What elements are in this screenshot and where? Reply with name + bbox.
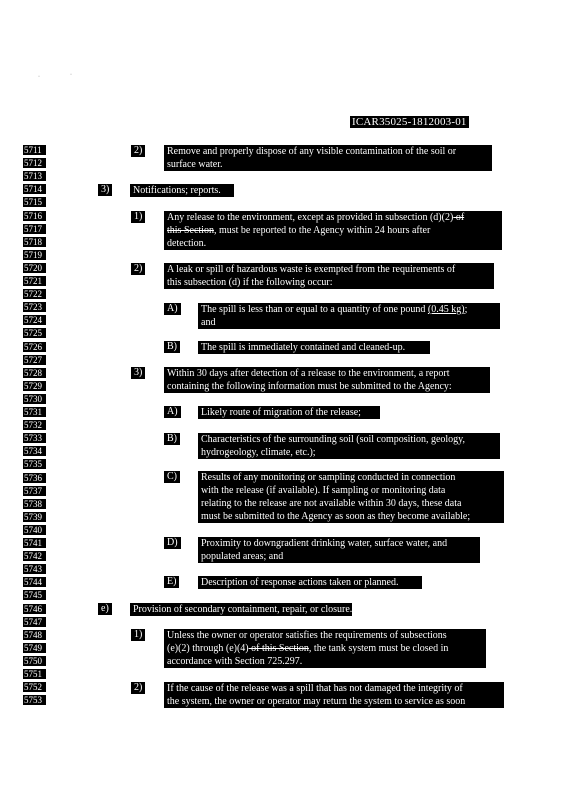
line-number: 5725 — [23, 328, 46, 338]
scan-speck: · — [70, 72, 72, 78]
text-run: ; — [464, 304, 468, 315]
text-line: detection. — [167, 238, 207, 249]
line-number: 5739 — [23, 512, 46, 522]
struck-text: of this Section — [248, 643, 309, 654]
document-header: ICAR35025-1812003-01 — [352, 116, 467, 128]
line-number: 5753 — [23, 695, 46, 705]
line-number: 5714 — [23, 184, 46, 194]
paragraph — [164, 629, 486, 668]
line-number: 5740 — [23, 525, 46, 535]
line-number: 5724 — [23, 315, 46, 325]
text-line: surface water. — [167, 159, 223, 170]
line-number: 5732 — [23, 420, 46, 430]
line-number: 5751 — [23, 669, 46, 679]
text-line: must be submitted to the Agency as soon as they become available; — [201, 511, 471, 522]
line-number: 5717 — [23, 224, 46, 234]
line-number: 5750 — [23, 656, 46, 666]
line-number: 5726 — [23, 342, 46, 352]
line-number: 5716 — [23, 211, 46, 221]
paragraph — [198, 303, 500, 329]
paragraph — [198, 576, 422, 589]
text-line — [167, 211, 499, 224]
text-line: Provision of secondary containment, repair, or closure. — [133, 604, 353, 615]
line-number: 5742 — [23, 551, 46, 561]
text-line: hydrogeology, climate, etc.); — [201, 447, 316, 458]
text-line: A leak or spill of hazardous waste is exempted from the requirements of — [167, 264, 456, 275]
line-number: 5736 — [23, 473, 46, 483]
subsection-heading — [130, 184, 234, 197]
line-number: 5744 — [23, 577, 46, 587]
subsection-heading — [130, 603, 352, 616]
text-line: accordance with Section 725.297. — [167, 656, 303, 667]
paragraph — [198, 537, 480, 563]
text-line: Notifications; reports. — [133, 185, 221, 196]
text-run: Any release to the environment, except as provided in subsection (d)(2) — [167, 212, 454, 223]
line-number: 5723 — [23, 302, 46, 312]
line-number: 5748 — [23, 630, 46, 640]
line-number: 5749 — [23, 643, 46, 653]
underlined-text: (0.45 kg) — [427, 304, 465, 315]
text-line: Remove and properly dispose of any visible contamination of the soil or — [167, 146, 457, 157]
line-number: 5718 — [23, 237, 46, 247]
item-marker: E) — [164, 576, 179, 588]
text-line: Description of response actions taken or planned. — [201, 577, 399, 588]
line-number: 5741 — [23, 538, 46, 548]
item-marker: 2) — [131, 145, 145, 157]
text-line: this subsection (d) if the following occur: — [167, 277, 333, 288]
paragraph — [164, 682, 504, 708]
paragraph — [164, 211, 502, 250]
line-number: 5722 — [23, 289, 46, 299]
text-line: Results of any monitoring or sampling conducted in connection — [201, 472, 456, 483]
paragraph — [198, 406, 380, 419]
struck-text: this Section — [167, 225, 214, 236]
line-number: 5733 — [23, 433, 46, 443]
line-number: 5711 — [23, 145, 46, 155]
text-line: Unless the owner or operator satisfies the requirements of subsections — [167, 630, 447, 641]
line-number: 5752 — [23, 682, 46, 692]
line-number: 5747 — [23, 617, 46, 627]
item-marker: 2) — [131, 682, 145, 694]
line-number: 5720 — [23, 263, 46, 273]
line-number: 5712 — [23, 158, 46, 168]
text-line — [167, 642, 483, 655]
paragraph — [164, 367, 490, 393]
line-number: 5713 — [23, 171, 46, 181]
text-line — [167, 224, 499, 237]
text-line: Likely route of migration of the release; — [201, 407, 361, 418]
item-marker: B) — [164, 341, 180, 353]
item-marker: 1) — [131, 211, 145, 223]
text-line: If the cause of the release was a spill that has not damaged the integrity of — [167, 683, 463, 694]
line-number: 5728 — [23, 368, 46, 378]
item-marker: 1) — [131, 629, 145, 641]
item-marker: 3) — [98, 184, 112, 196]
text-run: , the tank system must be closed in — [308, 643, 449, 654]
text-line: containing the following information must be submitted to the Agency: — [167, 381, 452, 392]
line-number: 5735 — [23, 459, 46, 469]
text-run: (e)(2) through (e)(4) — [167, 643, 249, 654]
paragraph — [164, 263, 494, 289]
text-line: with the release (if available). If sampling or monitoring data — [201, 485, 446, 496]
line-number: 5745 — [23, 590, 46, 600]
item-marker: D) — [164, 537, 181, 549]
text-line: the system, the owner or operator may return the system to service as soon — [167, 696, 466, 707]
item-marker: 2) — [131, 263, 145, 275]
item-marker: e) — [98, 603, 112, 615]
item-marker: 3) — [131, 367, 145, 379]
text-line: Proximity to downgradient drinking water, surface water, and — [201, 538, 448, 549]
line-number: 5734 — [23, 446, 46, 456]
text-line: Characteristics of the surrounding soil (soil composition, geology, — [201, 434, 466, 445]
paragraph — [164, 145, 492, 171]
line-number: 5729 — [23, 381, 46, 391]
text-line: Within 30 days after detection of a release to the environment, a report — [167, 368, 450, 379]
text-line: populated areas; and — [201, 551, 284, 562]
line-number: 5738 — [23, 499, 46, 509]
text-line: relating to the release are not available within 30 days, these data — [201, 498, 462, 509]
item-marker: A) — [164, 406, 181, 418]
line-number: 5730 — [23, 394, 46, 404]
line-number: 5727 — [23, 355, 46, 365]
text-line: and — [201, 317, 216, 328]
item-marker: A) — [164, 303, 181, 315]
text-run: , must be reported to the Agency within 24 hours after — [213, 225, 431, 236]
paragraph — [198, 433, 500, 459]
struck-text: of — [453, 212, 465, 223]
line-number: 5719 — [23, 250, 46, 260]
item-marker: B) — [164, 433, 180, 445]
line-number: 5746 — [23, 604, 46, 614]
line-number: 5715 — [23, 197, 46, 207]
paragraph — [198, 341, 430, 354]
line-number: 5731 — [23, 407, 46, 417]
text-line — [201, 303, 497, 316]
text-line: The spill is immediately contained and cleaned-up. — [201, 342, 406, 353]
line-number: 5721 — [23, 276, 46, 286]
text-run: The spill is less than or equal to a quantity of one pound — [201, 304, 428, 315]
item-marker: C) — [164, 471, 180, 483]
scan-speck: · — [38, 74, 40, 80]
line-number: 5737 — [23, 486, 46, 496]
paragraph — [198, 471, 504, 523]
line-number: 5743 — [23, 564, 46, 574]
